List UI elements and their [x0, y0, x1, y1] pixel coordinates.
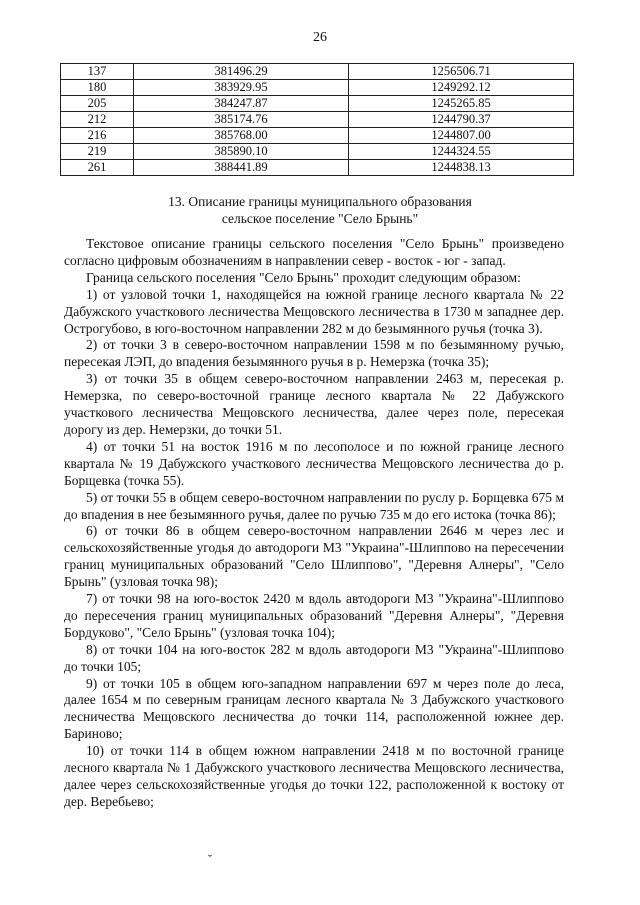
- coordinates-table: [60, 63, 574, 176]
- boundary-segment-paragraph: 7) от точки 98 на юго-восток 2420 м вдоль автодороги М3 "Украина"-Шлиппово до пересечения границ муниципальных образований "Деревня Алнеры", "Деревня Бордуково", "Село Брынь" (узловая точка 104);: [64, 591, 564, 640]
- boundary-segment-paragraph: 10) от точки 114 в общем южном направлении 2418 м по восточной границе лесного квартала № 1 Дабужского участкового лесничества Мещовского лесничества, далее через сельскохозяйственные угодья до точки 122, расположенной к востоку от дер. Веребьево;: [64, 743, 564, 809]
- x-coordinate-cell: 385890.10: [134, 144, 349, 160]
- section-heading: [0, 193, 640, 227]
- y-coordinate-cell: 1249292.12: [349, 80, 574, 96]
- y-coordinate-cell: 1256506.71: [349, 64, 574, 80]
- intro-paragraph: Текстовое описание границы сельского поселения "Село Брынь" произведено согласно цифровым обозначениям в направлении север - восток - юг - запад.: [64, 236, 564, 268]
- page-number: 26: [313, 30, 327, 45]
- table-row: [61, 64, 574, 80]
- boundary-segment-paragraph: 6) от точки 86 в общем северо-восточном направлении 2646 м через лес и сельскохозяйственные угодья до автодороги М3 "Украина"-Шлиппово на пересечении границ муниципальных образований "Село Шлиппово", "Деревня Алнеры", "Село Брынь" (узловая точка 98);: [64, 523, 564, 590]
- y-coordinate-cell: 1244324.55: [349, 144, 574, 160]
- y-coordinate-cell: 1244807.00: [349, 128, 574, 144]
- table-row: [61, 128, 574, 144]
- intro-paragraph: Граница сельского поселения "Село Брынь" проходит следующим образом:: [86, 269, 521, 285]
- point-number-cell: 261: [61, 160, 134, 176]
- point-number-cell: 137: [61, 64, 134, 80]
- x-coordinate-cell: 388441.89: [134, 160, 349, 176]
- x-coordinate-cell: 384247.87: [134, 96, 349, 112]
- boundary-segment-paragraph: 9) от точки 105 в общем юго-западном направлении 697 м через поле до леса, далее 1654 м по северным границам лесного квартала № 3 Дабужского участкового лесничества Мещовского лесничества до точки 114, расположенной южнее дер. Бариново;: [64, 675, 564, 742]
- boundary-segment-paragraph: 5) от точки 55 в общем северо-восточном направлении по руслу р. Борщевка 675 м до впадения в нее безымянного ручья, далее по ручью 735 м до его истока (точка 86);: [64, 489, 564, 522]
- x-coordinate-cell: 385174.76: [134, 112, 349, 128]
- x-coordinate-cell: 385768.00: [134, 128, 349, 144]
- y-coordinate-cell: 1244838.13: [349, 160, 574, 176]
- point-number-cell: 212: [61, 112, 134, 128]
- boundary-segment-paragraph: 4) от точки 51 на восток 1916 м по лесополосе и по южной границе лесного квартала № 19 Дабужского участкового лесничества Мещовского лесничества до р. Борщевка (точка 55).: [64, 438, 564, 488]
- point-number-cell: 216: [61, 128, 134, 144]
- boundary-segment-paragraph: 2) от точки 3 в северо-восточном направлении 1598 м по безымянному ручью, пересекая ЛЭП, до впадения безымянного ручья в р. Немерзка (точка 35);: [64, 337, 564, 370]
- boundary-description: [64, 236, 564, 811]
- table-row: [61, 80, 574, 96]
- table-row: [61, 160, 574, 176]
- x-coordinate-cell: 381496.29: [134, 64, 349, 80]
- section-heading-line: 13. Описание границы муниципального образования: [168, 194, 472, 209]
- table-row: [61, 112, 574, 128]
- table-row: [61, 144, 574, 160]
- y-coordinate-cell: 1244790.37: [349, 112, 574, 128]
- footer-mark: ˇ: [208, 852, 212, 866]
- boundary-segment-paragraph: 3) от точки 35 в общем северо-восточном направлении 2463 м, пересекая р. Немерзка, по северо-восточной границе лесного квартала № 22 Дабужского участкового лесничества Мещовского лесничества, далее через поле, пересекая дорогу из дер. Немерзки, до точки 51.: [64, 371, 564, 437]
- boundary-segment-paragraph: 8) от точки 104 на юго-восток 282 м вдоль автодороги М3 "Украина"-Шлиппово до точки 105;: [64, 641, 564, 674]
- x-coordinate-cell: 383929.95: [134, 80, 349, 96]
- point-number-cell: 219: [61, 144, 134, 160]
- point-number-cell: 205: [61, 96, 134, 112]
- point-number-cell: 180: [61, 80, 134, 96]
- section-heading-line: сельское поселение "Село Брынь": [221, 211, 419, 226]
- boundary-segment-paragraph: 1) от узловой точки 1, находящейся на южной границе лесного квартала № 22 Дабужского участкового лесничества Мещовского лесничества в 1730 м западнее дер. Острогубово, в юго-восточном направлении 282 м до безымянного ручья (точка 3).: [64, 286, 564, 336]
- table-row: [61, 96, 574, 112]
- y-coordinate-cell: 1245265.85: [349, 96, 574, 112]
